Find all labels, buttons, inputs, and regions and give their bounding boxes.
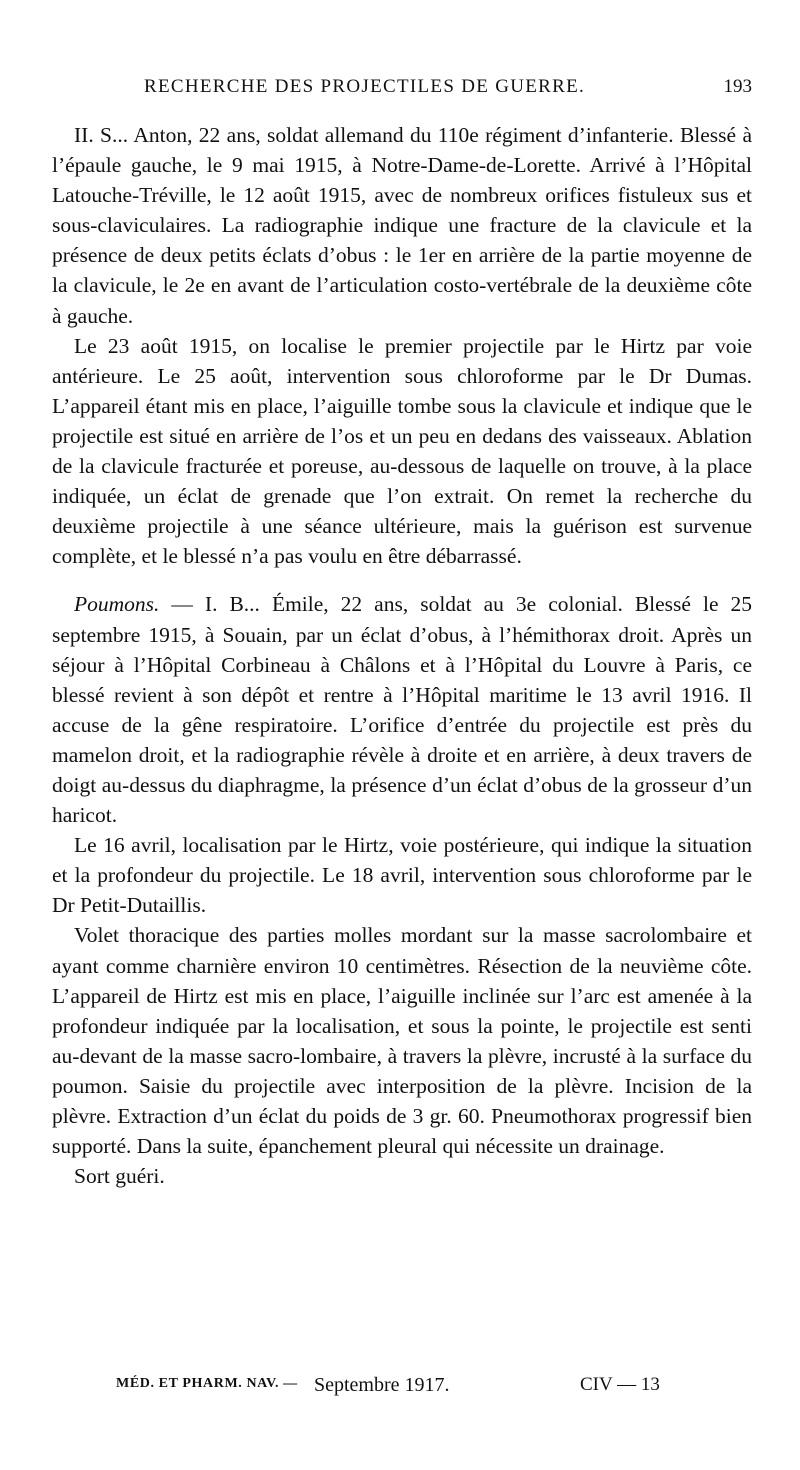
- case-paragraph-emile: — I. B... Émile, 22 ans, soldat au 3e colonial. Blessé le 25 septembre 1915, à Souain, par un éclat d’obus, à l’hémithorax droit. Après un séjour à l’Hôpital Corbineau à Châlons et à l’Hôpital du Louvre à Paris, ce blessé revient à son dépôt et rentre à l’Hôpital maritime le 13 avril 1916. Il accuse de la gêne respiratoire. L’orifice d’entrée du projectile est près du mamelon droit, et la radiographie révèle à droite et en arrière, à deux travers de doigt au-dessus du diaphragme, la présence d’un éclat d’obus de la grosseur d’un haricot.: [52, 592, 752, 828]
- paragraph-localisation-1: Le 23 août 1915, on localise le premier projectile par le Hirtz par voie antérieure. Le 25 août, intervention sous chloroforme par le Dr Dumas. L’appareil étant mis en place, l’aiguille tombe sous la clavicule et indique que le projectile est situé en arrière de l’os et un peu en dedans des vaisseaux. Ablation de la clavicule fracturée et poreuse, au-dessous de laquelle on trouve, à la place indiquée, un éclat de grenade que l’on extrait. On remet la recherche du deuxième projectile à une séance ultérieure, mais la guérison est survenue complète, et le blessé n’a pas voulu en être débarrassé.: [52, 333, 752, 569]
- page-number: 193: [723, 76, 752, 97]
- footer-journal: MÉD. ET PHARM. NAV. —: [116, 1376, 298, 1391]
- section-paragraph-poumons: [52, 589, 752, 830]
- section-title: Poumons.: [74, 592, 160, 617]
- case-paragraph-anton: II. S... Anton, 22 ans, soldat allemand du 110e régiment d’infanterie. Blessé à l’épaule gauche, le 9 mai 1915, à Notre-Dame-de-Lorette. Arrivé à l’Hôpital Latouche-Tréville, le 12 août 1915, avec de nombreux orifices fistuleux sus et sous-claviculaires. La radiographie indique une fracture de la clavicule et la présence de deux petits éclats d’obus : le 1er en arrière de la partie moyenne de la clavicule, le 2e en avant de l’articulation costo-vertébrale de la deuxième côte à gauche.: [52, 123, 752, 328]
- running-title: RECHERCHE DES PROJECTILES DE GUERRE.: [144, 76, 586, 97]
- paragraph-outcome: Sort guéri.: [74, 1164, 165, 1189]
- paragraph-operation: Volet thoracique des parties molles mordant sur la masse sacrolombaire et ayant comme charnière environ 10 centimètres. Résection de la neuvième côte. L’appareil de Hirtz est mis en place, l’aiguille inclinée sur l’arc est amenée à la profondeur indiquée par la localisation, et sous la pointe, le projectile est senti au-devant de la masse sacro-lombaire, à travers la plèvre, incrusté à la surface du poumon. Saisie du projectile avec interposition de la plèvre. Incision de la plèvre. Extraction d’un éclat du poids de 3 gr. 60. Pneumothorax progressif bien supporté. Dans la suite, épanchement pleural qui nécessite un drainage.: [52, 923, 752, 1159]
- book-page: [52, 0, 752, 1470]
- paragraph-localisation-2: Le 16 avril, localisation par le Hirtz, voie postérieure, qui indique la situation et la profondeur du projectile. Le 18 avril, intervention sous chloroforme par le Dr Petit-Dutaillis.: [52, 833, 752, 918]
- footer-date: Septembre 1917.: [314, 1374, 450, 1396]
- page-footer: [52, 1374, 752, 1404]
- page-body: [52, 120, 752, 1191]
- footer-signature: CIV — 13: [580, 1374, 660, 1395]
- page-header: [52, 76, 752, 106]
